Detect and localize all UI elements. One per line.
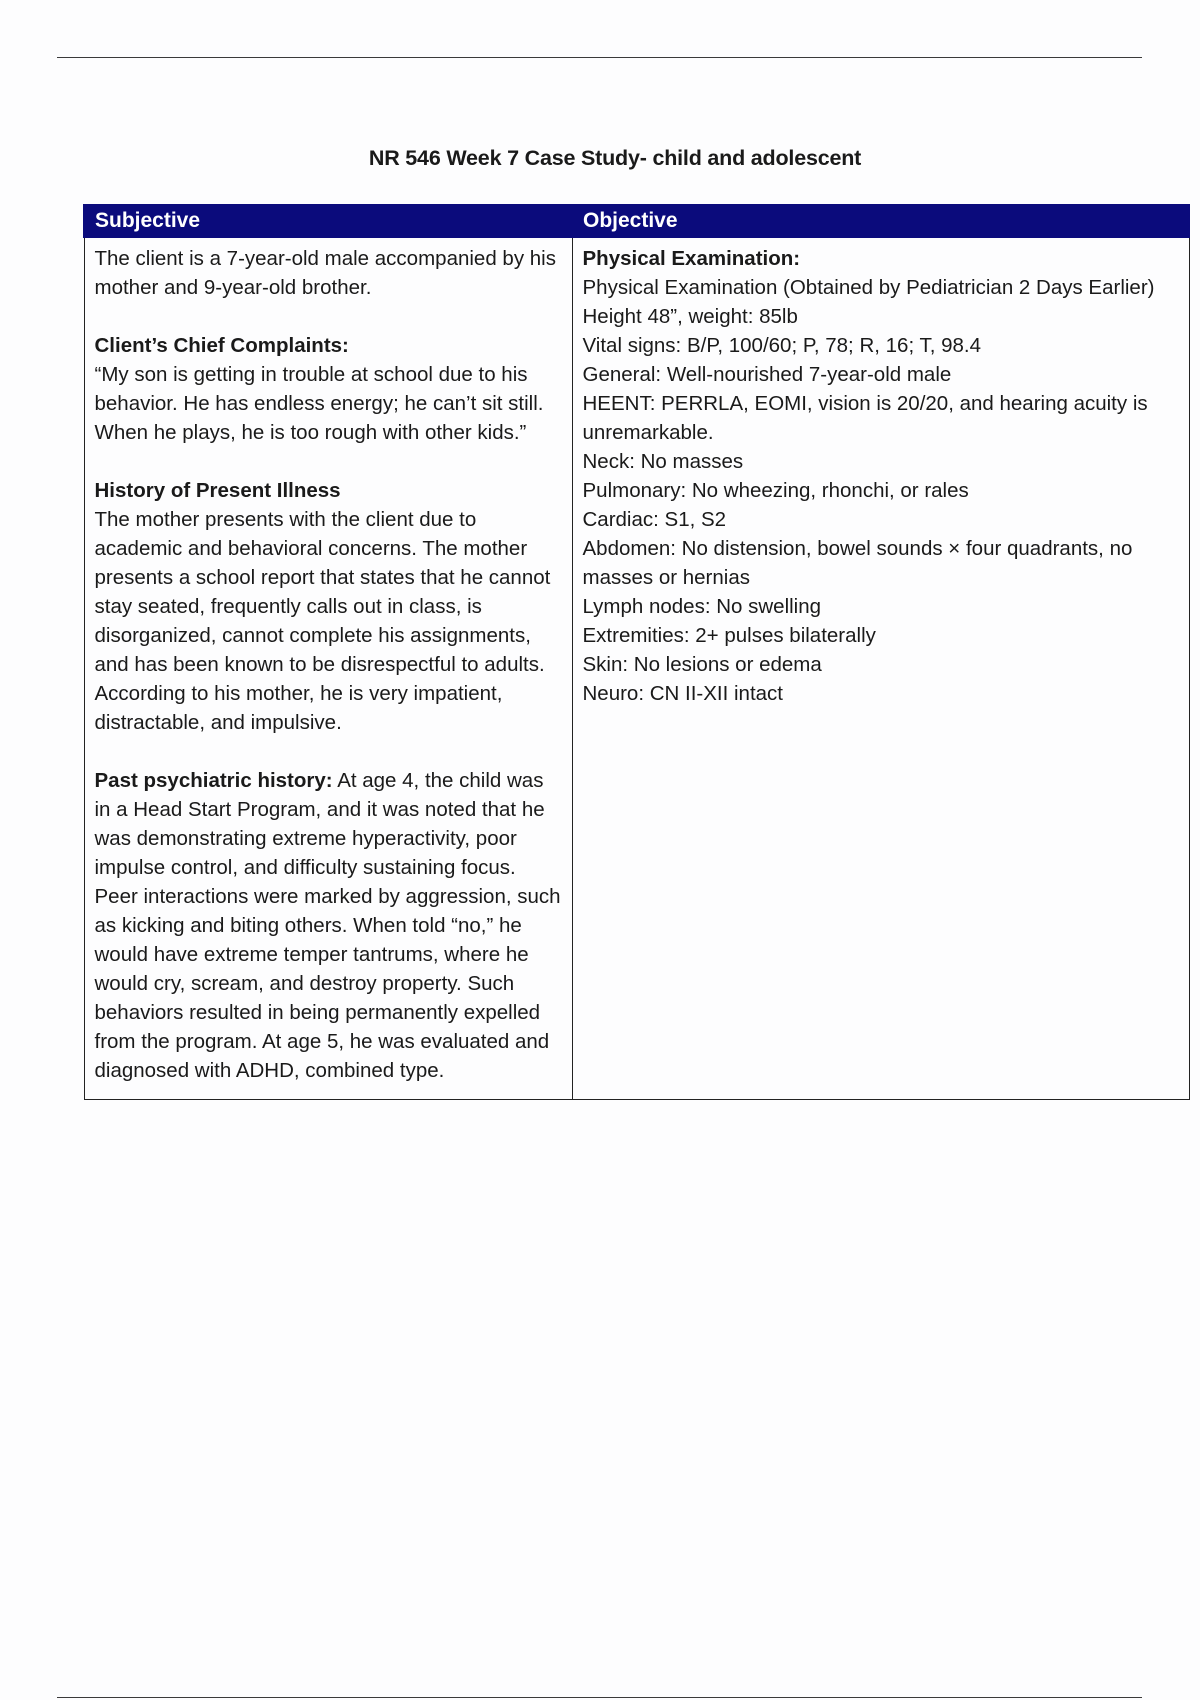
chief-complaints-heading: Client’s Chief Complaints:	[94, 334, 349, 357]
objective-cell	[572, 237, 1189, 1100]
objective-header: Objective	[572, 205, 1189, 237]
psychiatric-history-heading: Past psychiatric history:	[94, 769, 333, 792]
exam-line: HEENT: PERRLA, EOMI, vision is 20/20, and hearing acuity is unremarkable.	[582, 392, 1148, 444]
exam-line: Abdomen: No distension, bowel sounds × four quadrants, no masses or hernias	[582, 537, 1133, 589]
exam-line: Pulmonary: No wheezing, rhonchi, or rales	[582, 479, 969, 502]
exam-line: Cardiac: S1, S2	[582, 508, 727, 531]
hpi-text: The mother presents with the client due to academic and behavioral concerns. The mother presents a school report that states that he cannot stay seated, frequently calls out in class, is disorganized, cannot complete his assignments, and has been known to be disrespectful to adults. According to his mother, he is very impatient, distractable, and impulsive.	[94, 508, 551, 734]
table-header-row	[84, 205, 1189, 237]
hpi-heading: History of Present Illness	[94, 479, 341, 502]
exam-line: Vital signs: B/P, 100/60; P, 78; R, 16; T, 98.4	[582, 334, 982, 357]
case-study-table	[83, 204, 1190, 1100]
exam-line: Neck: No masses	[582, 450, 744, 473]
subjective-header: Subjective	[84, 205, 572, 237]
bottom-rule	[57, 1697, 1142, 1698]
subjective-cell	[84, 237, 572, 1100]
table-row	[84, 237, 1189, 1100]
psychiatric-history-text: At age 4, the child was in a Head Start Program, and it was noted that he was demonstrating extreme hyperactivity, poor impulse control, and difficulty sustaining focus. Peer interactions were marked by aggression, such as kicking and biting others. When told “no,” he would have extreme temper tantrums, where he would cry, scream, and destroy property. Such behaviors resulted in being permanently expelled from the program. At age 5, he was evaluated and diagnosed with ADHD, combined type.	[94, 769, 561, 1082]
chief-complaints-text: “My son is getting in trouble at school due to his behavior. He has endless energy; he can’t sit still. When he plays, he is too rough with other kids.”	[94, 363, 544, 444]
page-title: NR 546 Week 7 Case Study- child and adolescent	[368, 146, 862, 170]
exam-line: Lymph nodes: No swelling	[582, 595, 822, 618]
client-intro: The client is a 7-year-old male accompanied by his mother and 9-year-old brother.	[94, 247, 556, 299]
exam-line: Height 48”, weight: 85lb	[582, 305, 798, 328]
exam-line: Extremities: 2+ pulses bilaterally	[582, 624, 876, 647]
exam-line: Neuro: CN II-XII intact	[582, 682, 784, 705]
physical-exam-heading: Physical Examination:	[582, 247, 801, 270]
exam-line: General: Well-nourished 7-year-old male	[582, 363, 952, 386]
psychiatric-history	[95, 766, 562, 1085]
exam-line: Skin: No lesions or edema	[582, 653, 822, 676]
exam-line: Physical Examination (Obtained by Pediatrician 2 Days Earlier)	[582, 276, 1155, 299]
top-rule	[57, 57, 1142, 58]
